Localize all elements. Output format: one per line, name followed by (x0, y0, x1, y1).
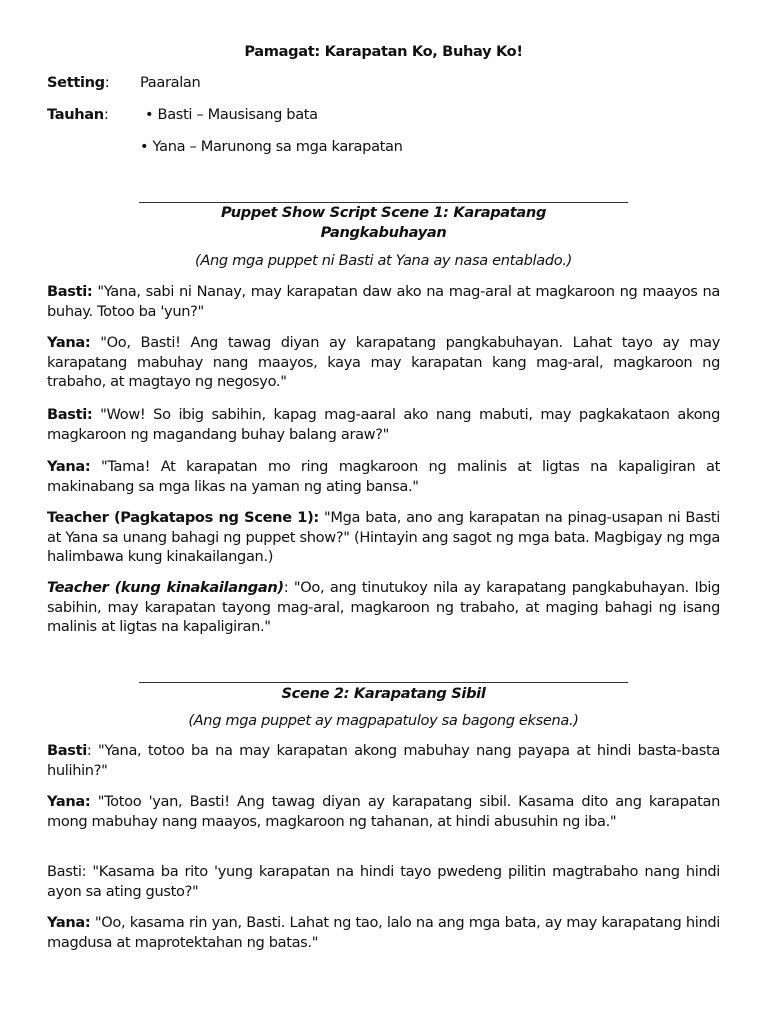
dialogue-text: "Oo, Basti! Ang tawag diyan ay karapatang pangkabuhayan. Lahat tayo ay may karapatang mabuhay nang maayos, kaya may karapatan kang mag-aral, magkaroon ng trabaho, at magtayo ng negosyo." (47, 334, 720, 390)
speaker-name: Basti: (47, 406, 93, 423)
dialogue-line (47, 405, 720, 444)
document-title: Pamagat: Karapatan Ko, Buhay Ko! (244, 43, 523, 60)
speaker-name: Basti (47, 742, 87, 759)
scene2-heading: Scene 2: Karapatang Sibil (281, 685, 486, 702)
dialogue-text: : "Oo, ang tinutukoy nila ay karapatang pangkabuhayan. Ibig sabihin, may karapatan tayong mag-aral, magkaroon ng trabaho, at maging bahagi ng isang malinis at ligtas na kapaligiran." (47, 579, 720, 635)
character-basti: • Basti – Mausisang bata (145, 106, 318, 123)
speaker-name: Yana: (47, 334, 91, 351)
dialogue-line (47, 282, 720, 321)
tauhan-label: Tauhan: (47, 106, 109, 123)
speaker-name: Yana: (47, 793, 91, 810)
dialogue-text: : "Yana, totoo ba na may karapatan akong mabuhay nang payapa at hindi basta-basta hulihin?" (47, 742, 720, 779)
character-yana: • Yana – Marunong sa mga karapatan (140, 138, 403, 155)
dialogue-text: "Wow! So ibig sabihin, kapag mag-aaral ako nang mabuti, may pagkakataon akong magkaroon ng magandang buhay balang araw?" (47, 406, 720, 443)
setting-label: Setting: (47, 74, 110, 91)
dialogue-text: "Oo, kasama rin yan, Basti. Lahat ng tao, lalo na ang mga bata, ay may karapatang hindi magdusa at maprotektahan ng batas." (47, 914, 720, 951)
dialogue-text: "Totoo 'yan, Basti! Ang tawag diyan ay karapatang sibil. Kasama dito ang karapatan mong mabuhay nang maayos, magkaroon ng tahanan, at hindi abusuhin ng iba." (47, 793, 720, 830)
dialogue-line (47, 913, 720, 952)
speaker-name: Basti: (47, 283, 93, 300)
scene1-heading-line1: Puppet Show Script Scene 1: Karapatang (220, 204, 547, 221)
dialogue-text: "Yana, sabi ni Nanay, may karapatan daw ako na mag-aral at magkaroon ng maayos na buhay. Totoo ba 'yun?" (47, 283, 720, 320)
scene1-stage-direction: (Ang mga puppet ni Basti at Yana ay nasa entablado.) (195, 252, 572, 269)
dialogue-text: "Mga bata, ano ang karapatan na pinag-usapan ni Basti at Yana sa unang bahagi ng puppet show?" (Hintayin ang sagot ng mga bata. Magbigay ng mga halimbawa kung kinakailangan.) (47, 509, 720, 565)
scene1-heading (47, 203, 720, 243)
speaker-name: Teacher (kung kinakailangan) (47, 579, 284, 596)
dialogue-text: Basti: "Kasama ba rito 'yung karapatan na hindi tayo pwedeng pilitin magtrabaho nang hindi ayon sa ating gusto?" (47, 863, 720, 900)
dialogue-line (47, 792, 720, 831)
scene2-divider (139, 682, 628, 683)
setting-value: Paaralan (140, 74, 201, 91)
speaker-name: Yana: (47, 458, 91, 475)
dialogue-line (47, 457, 720, 496)
dialogue-line (47, 862, 720, 901)
dialogue-line (47, 508, 720, 567)
scene1-heading-line2: Pangkabuhayan (320, 224, 447, 241)
speaker-name: Teacher (Pagkatapos ng Scene 1): (47, 509, 319, 526)
dialogue-line (47, 741, 720, 780)
scene2-stage-direction: (Ang mga puppet ay magpapatuloy sa bagong eksena.) (188, 712, 579, 729)
dialogue-line (47, 578, 720, 637)
dialogue-line (47, 333, 720, 392)
dialogue-text: "Tama! At karapatan mo ring magkaroon ng malinis at ligtas na kapaligiran at makinabang sa mga likas na yaman ng ating bansa." (47, 458, 720, 495)
speaker-name: Yana: (47, 914, 91, 931)
